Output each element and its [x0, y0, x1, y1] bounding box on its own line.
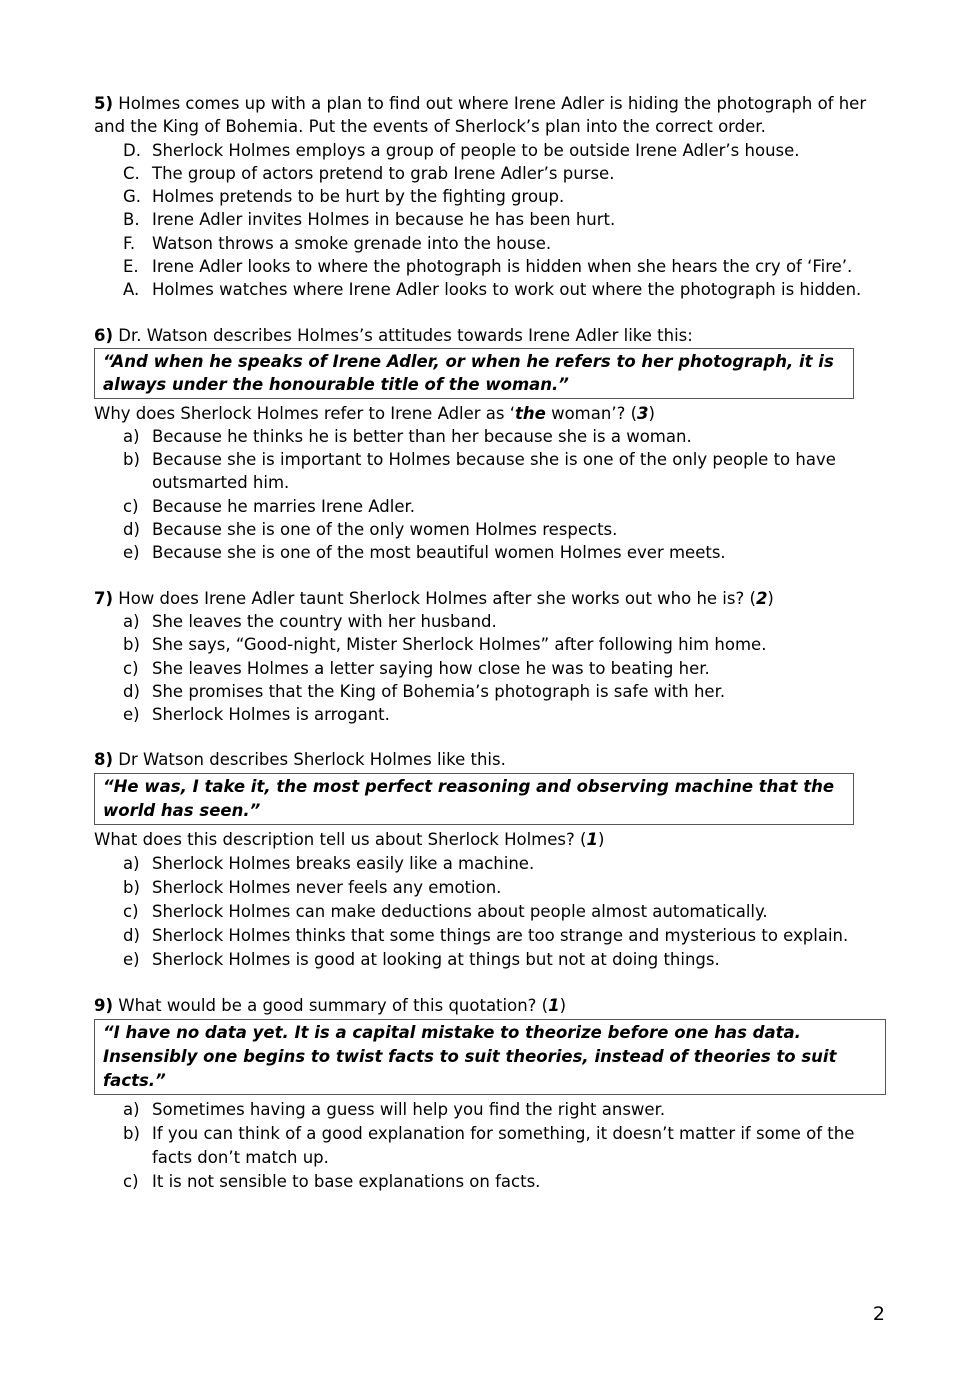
option-text: Sherlock Holmes breaks easily like a machine.: [152, 854, 535, 874]
option-label: a): [123, 426, 140, 446]
option-label: A.: [123, 280, 140, 300]
option-label: c): [123, 1172, 139, 1192]
option-item: [94, 208, 886, 231]
question-9-stem: [94, 994, 886, 1018]
option-item: [94, 541, 886, 564]
option-item: [94, 139, 886, 162]
option-label: c): [123, 658, 139, 678]
question-text: How does Irene Adler taunt Sherlock Holmes after she works out who he is? (: [118, 588, 756, 608]
option-text: Sherlock Holmes is arrogant.: [152, 705, 390, 725]
option-label: e): [123, 543, 140, 563]
option-item: [94, 657, 886, 680]
option-list: [94, 1098, 886, 1194]
option-item: [94, 518, 886, 541]
option-list: [94, 610, 886, 726]
option-label: b): [123, 1124, 140, 1144]
option-text: Holmes watches where Irene Adler looks to work out where the photograph is hidden.: [152, 280, 862, 300]
option-label: e): [123, 950, 140, 970]
option-label: a): [123, 611, 140, 631]
prompt-emphasis: the: [515, 403, 546, 423]
question-7: [94, 587, 886, 727]
option-label: c): [123, 496, 139, 516]
option-label: G.: [123, 187, 142, 207]
option-item: [94, 162, 886, 185]
quote-box: “I have no data yet. It is a capital mistake to theorize before one has data. Insensibly one begins to twist facts to suit theories, instead of theories to suit facts.”: [94, 1019, 886, 1095]
option-text: She says, “Good-night, Mister Sherlock Holmes” after following him home.: [152, 635, 767, 655]
option-label: B.: [123, 210, 140, 230]
option-label: b): [123, 635, 140, 655]
option-list: [94, 139, 886, 302]
option-label: F.: [123, 233, 136, 253]
option-item: [94, 876, 886, 900]
option-text: She promises that the King of Bohemia’s photograph is safe with her.: [152, 681, 726, 701]
question-text: Dr. Watson describes Holmes’s attitudes towards Irene Adler like this:: [118, 325, 693, 345]
option-text: It is not sensible to base explanations on facts.: [152, 1172, 541, 1192]
option-item: [94, 633, 886, 656]
spacer: [94, 565, 886, 587]
marks: 1: [586, 830, 598, 850]
question-9: [94, 994, 886, 1194]
question-6: [94, 324, 886, 565]
option-text: Irene Adler looks to where the photograph is hidden when she hears the cry of ‘Fire’.: [152, 257, 853, 277]
option-item: [94, 495, 886, 518]
option-label: D.: [123, 140, 141, 160]
option-item: [94, 924, 886, 948]
option-item: [94, 1098, 886, 1122]
option-text: Sherlock Holmes employs a group of people to be outside Irene Adler’s house.: [152, 140, 800, 160]
prompt-text: woman’? (: [545, 403, 638, 423]
option-label: d): [123, 520, 140, 540]
option-label: d): [123, 926, 140, 946]
option-item: [94, 703, 886, 726]
marks: 3: [637, 403, 649, 423]
question-text: Dr Watson describes Sherlock Holmes like this.: [118, 750, 506, 770]
question-5: [94, 92, 886, 302]
prompt-text: ): [597, 830, 605, 850]
option-text: Sherlock Holmes can make deductions about people almost automatically.: [152, 902, 768, 922]
option-label: c): [123, 902, 139, 922]
option-text: Sherlock Holmes thinks that some things are too strange and mysterious to explain.: [152, 926, 849, 946]
option-label: d): [123, 681, 140, 701]
page-number: 2: [872, 1303, 885, 1325]
quote-box: “And when he speaks of Irene Adler, or when he refers to her photograph, it is always under the honourable title of the woman.”: [94, 348, 854, 399]
question-prompt: [94, 402, 886, 425]
question-number: 7): [94, 588, 114, 608]
option-item: [94, 255, 886, 278]
quote-box: “He was, I take it, the most perfect reasoning and observing machine that the world has seen.”: [94, 773, 854, 825]
option-text: The group of actors pretend to grab Irene Adler’s purse.: [152, 163, 615, 183]
option-text: Because he thinks he is better than her because she is a woman.: [152, 426, 692, 446]
option-label: b): [123, 878, 140, 898]
question-8-stem: [94, 748, 886, 772]
option-text: If you can think of a good explanation for something, it doesn’t matter if some of the facts don’t match up.: [152, 1124, 855, 1168]
question-number: 5): [94, 94, 114, 113]
option-list: [94, 852, 886, 972]
prompt-text: Why does Sherlock Holmes refer to Irene Adler as ‘: [94, 403, 516, 423]
option-item: [94, 852, 886, 876]
option-item: [94, 1122, 886, 1170]
question-7-stem: [94, 587, 886, 610]
option-item: [94, 232, 886, 255]
option-text: Watson throws a smoke grenade into the house.: [152, 233, 552, 253]
option-item: [94, 948, 886, 972]
prompt-text: ): [767, 588, 774, 608]
question-6-stem: [94, 324, 886, 347]
spacer: [94, 726, 886, 748]
option-label: a): [123, 1100, 140, 1120]
option-label: e): [123, 705, 140, 725]
option-item: [94, 680, 886, 703]
option-text: Sherlock Holmes is good at looking at things but not at doing things.: [152, 950, 720, 970]
option-item: [94, 1170, 886, 1194]
question-5-stem: [94, 92, 886, 139]
option-text: She leaves the country with her husband.: [152, 611, 497, 631]
option-label: E.: [123, 257, 139, 277]
option-list: [94, 425, 886, 565]
prompt-text: ): [648, 403, 655, 423]
spacer: [94, 302, 886, 324]
option-item: [94, 610, 886, 633]
option-text: Because she is important to Holmes because she is one of the only people to have outsmarted him.: [152, 450, 836, 493]
option-item: [94, 900, 886, 924]
option-text: Because she is one of the only women Holmes respects.: [152, 520, 618, 540]
option-text: Holmes pretends to be hurt by the fighting group.: [152, 187, 565, 207]
option-text: Because he marries Irene Adler.: [152, 496, 416, 516]
option-text: Sherlock Holmes never feels any emotion.: [152, 878, 502, 898]
option-item: [94, 278, 886, 301]
question-prompt: [94, 828, 886, 852]
prompt-text: ): [559, 996, 567, 1016]
question-number: 6): [94, 325, 114, 345]
question-number: 9): [94, 996, 114, 1016]
option-label: C.: [123, 163, 140, 183]
option-label: b): [123, 450, 140, 470]
option-label: a): [123, 854, 140, 874]
option-item: [94, 185, 886, 208]
question-8: [94, 748, 886, 972]
option-item: [94, 448, 886, 495]
question-text: Holmes comes up with a plan to find out where Irene Adler is hiding the photograph of her and the King of Bohemia. Put the events of Sherlock’s plan into the correct order.: [94, 94, 867, 137]
option-text: Sometimes having a guess will help you find the right answer.: [152, 1100, 666, 1120]
worksheet-page: [94, 92, 886, 1194]
question-number: 8): [94, 750, 114, 770]
option-item: [94, 425, 886, 448]
question-text: What would be a good summary of this quotation? (: [118, 996, 549, 1016]
marks: 1: [548, 996, 560, 1016]
marks: 2: [755, 588, 768, 608]
option-text: Because she is one of the most beautiful women Holmes ever meets.: [152, 543, 726, 563]
spacer: [94, 972, 886, 994]
prompt-text: What does this description tell us about Sherlock Holmes? (: [94, 830, 587, 850]
option-text: She leaves Holmes a letter saying how close he was to beating her.: [152, 658, 710, 678]
option-text: Irene Adler invites Holmes in because he has been hurt.: [152, 210, 616, 230]
